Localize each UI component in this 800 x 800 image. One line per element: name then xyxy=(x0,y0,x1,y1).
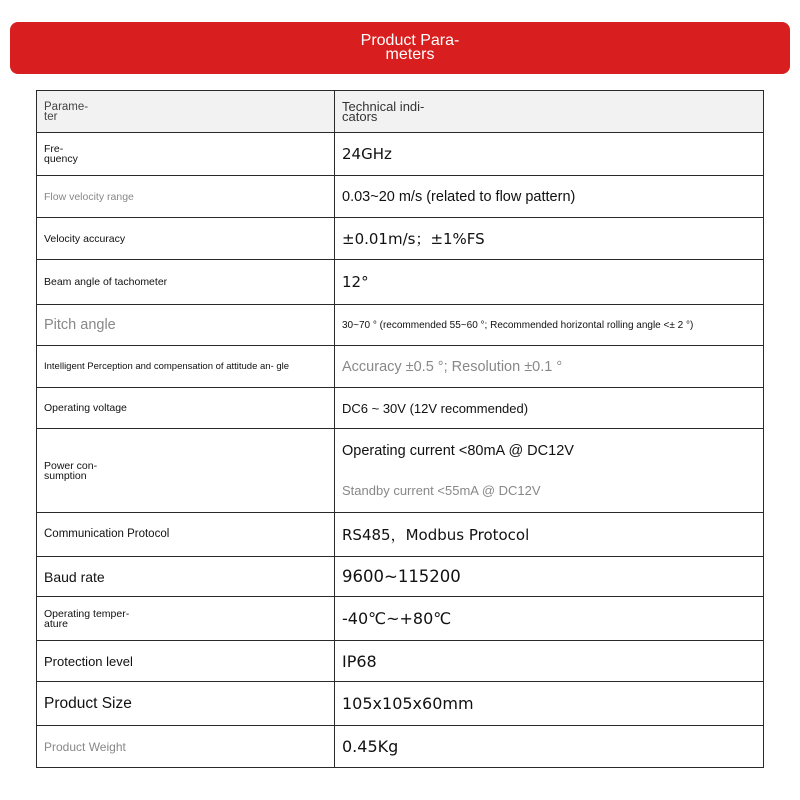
param-attitude-compensation: Intelligent Perception and compensation of attitude an- gle xyxy=(44,360,290,372)
value-pitch-angle: 30~70 ° (recommended 55~60 °; Recommended horizontal rolling angle <± 2 °) xyxy=(342,319,694,331)
table-row xyxy=(37,429,764,513)
value-standby-current: Standby current <55mA @ DC12V xyxy=(342,483,541,499)
param-beam-angle: Beam angle of tachometer xyxy=(44,276,168,288)
param-velocity-accuracy: Velocity accuracy xyxy=(44,232,126,245)
header-indicators-cell xyxy=(335,91,764,133)
title-banner xyxy=(10,22,790,74)
param-power-consumption: Power con- sumption xyxy=(44,459,98,482)
value-operating-current: Operating current <80mA @ DC12V xyxy=(342,442,574,459)
table-row xyxy=(37,726,764,768)
param-baud-rate: Baud rate xyxy=(44,568,105,585)
param-pitch-angle: Pitch angle xyxy=(44,317,116,333)
value-frequency: 24GHz xyxy=(342,145,392,163)
value-velocity-accuracy: ±0.01m/s；±1%FS xyxy=(342,230,485,248)
table-row xyxy=(37,133,764,176)
table-row xyxy=(37,597,764,641)
value-communication-protocol: RS485，Modbus Protocol xyxy=(342,526,530,544)
param-product-size: Product Size xyxy=(44,694,132,712)
value-beam-angle: 12° xyxy=(342,273,369,291)
param-communication-protocol: Communication Protocol xyxy=(44,528,170,540)
value-product-size: 105x105x60mm xyxy=(342,694,474,713)
header-parameter-cell xyxy=(37,91,335,133)
table-row xyxy=(37,388,764,429)
param-flow-velocity-range: Flow velocity range xyxy=(44,190,134,203)
table-row xyxy=(37,346,764,388)
param-operating-temperature: Operating temper- ature xyxy=(44,607,130,630)
table-row xyxy=(37,218,764,260)
table-header-row xyxy=(37,91,764,133)
param-operating-voltage: Operating voltage xyxy=(44,402,127,414)
value-attitude-compensation: Accuracy ±0.5 °; Resolution ±0.1 ° xyxy=(342,358,563,375)
param-product-weight: Product Weight xyxy=(44,739,126,754)
table-row xyxy=(37,513,764,557)
parameters-table xyxy=(36,90,764,768)
table-row xyxy=(37,682,764,726)
param-frequency: Fre- quency xyxy=(44,143,78,165)
table-row xyxy=(37,260,764,305)
value-operating-temperature: -40℃~+80℃ xyxy=(342,609,452,628)
table-row xyxy=(37,641,764,682)
param-protection-level: Protection level xyxy=(44,653,133,669)
table-row xyxy=(37,557,764,597)
table-row xyxy=(37,305,764,346)
value-protection-level: IP68 xyxy=(342,651,377,671)
value-product-weight: 0.45Kg xyxy=(342,737,399,756)
value-flow-velocity-range: 0.03~20 m/s (related to flow pattern) xyxy=(342,188,576,205)
header-indicators-label: Technical indi- cators xyxy=(342,98,425,124)
banner-title: Product Para- meters xyxy=(360,32,460,63)
value-operating-voltage: DC6 ~ 30V (12V recommended) xyxy=(342,400,529,416)
table-row xyxy=(37,176,764,218)
value-baud-rate: 9600~115200 xyxy=(342,567,461,586)
header-parameter-label: Parame- ter xyxy=(44,100,89,123)
